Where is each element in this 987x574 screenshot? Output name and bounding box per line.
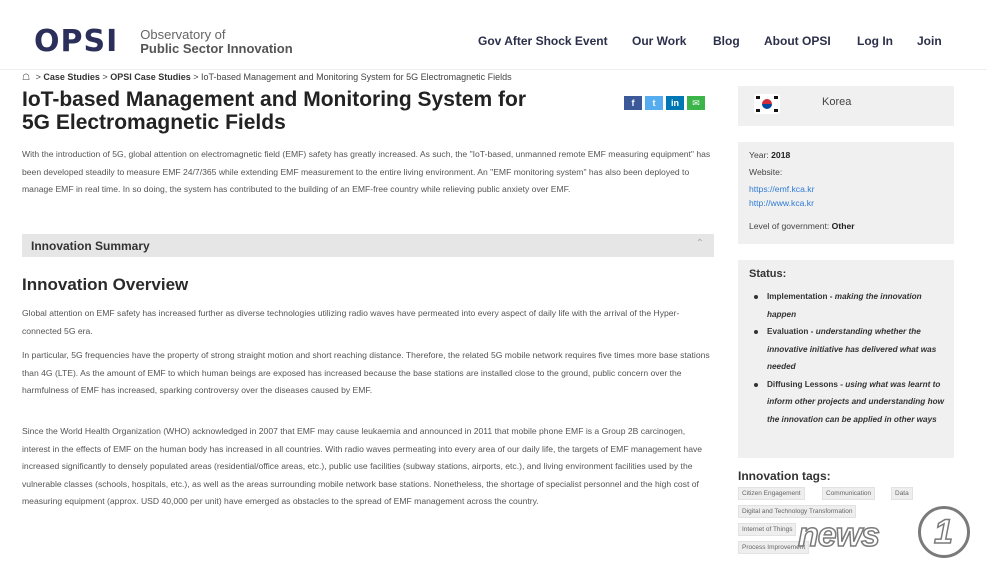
home-icon[interactable]: ☖ [22, 72, 31, 82]
overview-paragraph-1: Global attention on EMF safety has increased further as diverse technologies utilizing radio waves have permeated into every aspect of daily life with the arrival of the Hyper-connected 5G era. [22, 308, 680, 336]
government-level-label: Level of government: [749, 221, 830, 231]
status-box [738, 260, 954, 458]
logo-subtitle-line1: Observatory of [140, 26, 226, 42]
logo-subtitle [140, 28, 292, 56]
status-name: Evaluation [767, 327, 809, 336]
intro-paragraph: With the introduction of 5G, global attention on electromagnetic field (EMF) safety has greatly increased. As such, the "IoT-based, unmanned remote EMF measuring equipment" has been developed steadily to measure EMF 24/7/365 while extending EMF measurement to the entire living environment. An "EMF monitoring system" has also been deployed to manage EMF in real time. In so doing, the system has contributed to the building of an EMF-free country while relieving public anxiety over EMF. [22, 149, 711, 194]
watermark-badge [918, 506, 970, 558]
nav-about-opsi[interactable]: About OPSI [764, 34, 831, 48]
tag-digital-technology[interactable]: Digital and Technology Transformation [738, 505, 856, 518]
nav-blog[interactable]: Blog [713, 34, 740, 48]
year-row [749, 150, 790, 160]
nav-our-work[interactable]: Our Work [632, 34, 687, 48]
tag-citizen-engagement[interactable]: Citizen Engagement [738, 487, 805, 500]
innovation-overview-heading: Innovation Overview [22, 275, 189, 294]
tag-internet-of-things[interactable]: Internet of Things [738, 523, 796, 536]
logo-mark: OPSI [34, 24, 119, 59]
facebook-icon[interactable]: f [624, 96, 642, 110]
page-title [22, 88, 612, 134]
status-item: Diffusing Lessons - using what was learnt to inform other projects and understanding how the innovation can be applied in other ways [754, 376, 946, 429]
status-desc: using what was learnt to inform other projects and understanding how the innovation can be applied in other ways [767, 379, 944, 424]
site-header [0, 0, 987, 70]
tag-communication[interactable]: Communication [822, 487, 875, 500]
government-level-value: Other [831, 221, 855, 231]
twitter-icon[interactable]: t [645, 96, 663, 110]
breadcrumb-case-studies[interactable]: Case Studies [43, 72, 100, 82]
breadcrumb-opsi-case-studies[interactable]: OPSI Case Studies [110, 72, 191, 82]
website-link-2[interactable]: http://www.kca.kr [749, 198, 814, 208]
case-meta-box [738, 142, 954, 244]
breadcrumb-sep: > [35, 72, 41, 82]
overview-paragraph-2: In particular, 5G frequencies have the property of strong straight motion and short reaching distance. Therefore, the related 5G mobile network requires five times more base stations than 4G (LTE). As the amount of EMF to which human beings are exposed has increased because the base stations are installed close to the ground, public concern over the harmfulness of EMF has increased, sparking controversy over the diseases caused by EMF. [22, 350, 710, 395]
tag-process-improvement[interactable]: Process Improvement [738, 541, 809, 554]
status-name: Diffusing Lessons [767, 379, 838, 389]
watermark-digit: 1 [934, 513, 953, 551]
korea-flag-icon [754, 94, 780, 114]
linkedin-icon[interactable]: in [666, 96, 684, 110]
logo-subtitle-line2: Public Sector Innovation [140, 40, 293, 56]
page-title-line2: 5G Electromagnetic Fields [22, 111, 286, 134]
status-title: Status: [749, 268, 787, 280]
watermark-word: news [798, 516, 880, 554]
share-buttons [624, 96, 705, 110]
breadcrumb-sep: > [102, 72, 108, 82]
country-name[interactable]: Korea [822, 96, 852, 108]
year-value: 2018 [771, 150, 791, 160]
year-label: Year: [749, 150, 769, 160]
status-desc: understanding whether the innovative initiative has delivered what was needed [767, 327, 937, 371]
government-level-row [749, 221, 855, 231]
status-list [754, 288, 946, 428]
overview-paragraph-3: Since the World Health Organization (WHO) acknowledged in 2007 that EMF may cause leukaemia and announced in 2011 that mobile phone EMF is a Group 2B carcinogen, interest in the effects of EMF on the human body has increased in all countries. With radio waves permeating into every area of our daily life, the targets of EMF management have increased significantly to densely populated areas (residential/office areas, etc.), public use facilities (subway stations, airports, etc.), and living environment facilities used by the vulnerable classes (schools, hospitals, etc.), as well as the areas surrounding mobile network base stations. Nonetheless, the shortage of specialist personnel and the high cost of measuring equipment (approx. USD 40,000 per unit) have emerged as obstacles to the spread of EMF management across the country. [22, 426, 703, 506]
innovation-tags-title: Innovation tags: [738, 469, 831, 483]
status-desc: making the innovation happen [767, 292, 922, 319]
nav-gov-after-shock[interactable]: Gov After Shock Event [478, 34, 608, 48]
website-label: Website: [749, 167, 783, 177]
country-box [738, 86, 954, 126]
breadcrumb-current: IoT-based Management and Monitoring System for 5G Electromagnetic Fields [201, 72, 512, 82]
status-name: Implementation [767, 292, 828, 301]
news1-watermark [798, 506, 978, 564]
nav-log-in[interactable]: Log In [857, 34, 893, 48]
page-title-line1: IoT-based Management and Monitoring System for [22, 88, 527, 111]
breadcrumb [22, 72, 512, 83]
innovation-summary-toggle[interactable] [22, 234, 714, 257]
chevron-up-icon: ⌃ [695, 238, 704, 249]
status-item: Evaluation - understanding whether the innovative initiative has delivered what was needed [754, 323, 946, 376]
innovation-summary-label: Innovation Summary [31, 239, 150, 253]
website-link-1[interactable]: https://emf.kca.kr [749, 184, 815, 194]
tag-data[interactable]: Data [891, 487, 913, 500]
status-item: Implementation - making the innovation happen [754, 288, 946, 323]
breadcrumb-sep: > [193, 72, 199, 82]
email-icon[interactable]: ✉ [687, 96, 705, 110]
nav-join[interactable]: Join [917, 34, 942, 48]
opsi-logo[interactable] [34, 24, 293, 59]
